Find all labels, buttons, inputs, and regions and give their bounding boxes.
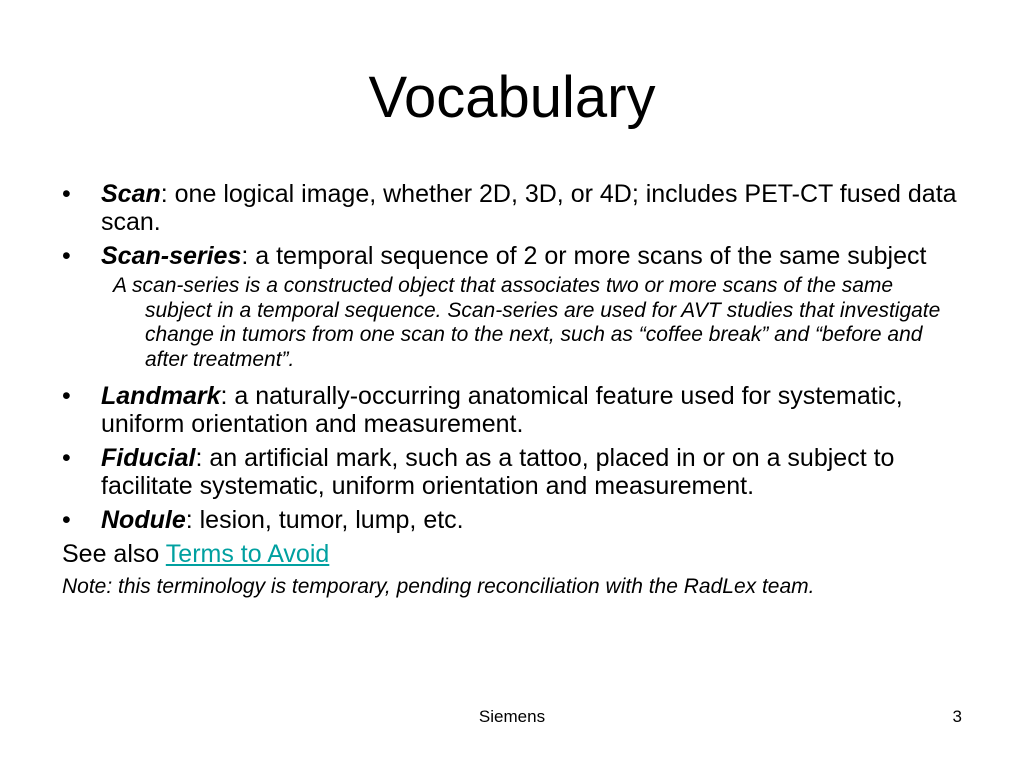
term-scan: Scan — [101, 180, 161, 208]
definition-fiducial: : an artificial mark, such as a tattoo, placed in or on a subject to facilitate systematic, uniform orientation and measurement. — [101, 444, 895, 500]
bullet-marker: • — [62, 382, 71, 410]
scan-series-note: A scan-series is a constructed object that associates two or more scans of the same subject in a temporal sequence. Scan-series are used for AVT studies that investigate change in tumors from one scan to the next, such as “coffee break” and “before and after treatment”. — [113, 274, 941, 371]
bullet-nodule — [62, 506, 962, 534]
definition-scan: : one logical image, whether 2D, 3D, or 4D; includes PET-CT fused data scan. — [101, 180, 957, 236]
bullet-scan — [62, 180, 962, 236]
page-number: 3 — [952, 707, 962, 726]
term-fiducial: Fiducial — [101, 444, 196, 472]
terminology-note: Note: this terminology is temporary, pending reconciliation with the RadLex team. — [62, 575, 815, 598]
terms-to-avoid-link[interactable]: Terms to Avoid — [165, 540, 330, 568]
bullet-scan-series — [62, 242, 962, 270]
see-also-line — [62, 540, 962, 568]
definition-scan-series: : a temporal sequence of 2 or more scans of the same subject — [241, 242, 927, 270]
bullet-marker: • — [62, 444, 71, 472]
bullet-fiducial — [62, 444, 962, 500]
term-scan-series: Scan-series — [101, 242, 242, 270]
definition-landmark: : a naturally-occurring anatomical feature used for systematic, uniform orientation and measurement. — [101, 382, 903, 438]
bullet-marker: • — [62, 180, 71, 208]
bullet-marker: • — [62, 506, 71, 534]
definition-nodule: : lesion, tumor, lump, etc. — [185, 506, 464, 534]
slide-body — [62, 180, 962, 599]
bullet-landmark — [62, 382, 962, 438]
slide-title: Vocabulary — [368, 65, 656, 130]
bullet-marker: • — [62, 242, 71, 270]
see-also-prefix: See also — [62, 540, 166, 568]
footer-company: Siemens — [478, 707, 546, 726]
term-nodule: Nodule — [101, 506, 186, 534]
term-landmark: Landmark — [101, 382, 221, 410]
